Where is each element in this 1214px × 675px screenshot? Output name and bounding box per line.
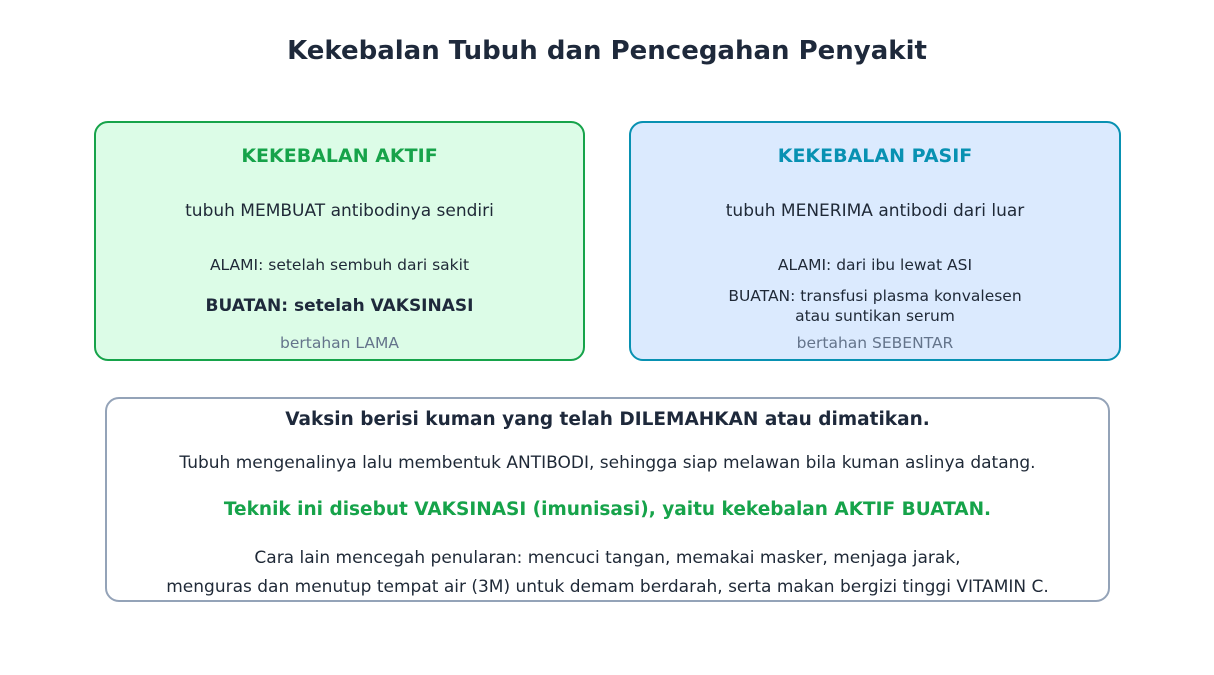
- active-immunity-description: tubuh MEMBUAT antibodinya sendiri: [185, 201, 494, 221]
- vaccine-info-line4: Cara lain mencegah penularan: mencuci tangan, memakai masker, menjaga jarak,: [254, 548, 961, 568]
- page-title: Kekebalan Tubuh dan Pencegahan Penyakit: [287, 36, 927, 66]
- passive-immunity-description: tubuh MENERIMA antibodi dari luar: [725, 201, 1025, 221]
- passive-artificial-text-line2: atau suntikan serum: [795, 307, 955, 325]
- active-natural-text: ALAMI: setelah sembuh dari sakit: [209, 256, 470, 274]
- passive-artificial-text-line1: BUATAN: transfusi plasma konvalesen: [728, 287, 1022, 305]
- active-duration-text: bertahan LAMA: [280, 334, 399, 352]
- passive-immunity-heading: KEKEBALAN PASIF: [777, 145, 973, 167]
- active-artificial-text: BUATAN: setelah VAKSINASI: [205, 296, 474, 316]
- active-immunity-heading: KEKEBALAN AKTIF: [241, 145, 438, 167]
- active-immunity-card: [94, 121, 585, 361]
- passive-duration-text: bertahan SEBENTAR: [796, 334, 954, 352]
- vaccine-info-line3: Teknik ini disebut VAKSINASI (imunisasi), yaitu kekebalan AKTIF BUATAN.: [223, 499, 992, 520]
- vaccine-info-line2: Tubuh mengenalinya lalu membentuk ANTIBODI, sehingga siap melawan bila kuman aslinya datang.: [179, 453, 1036, 473]
- passive-natural-text: ALAMI: dari ibu lewat ASI: [777, 256, 973, 274]
- passive-immunity-card: [629, 121, 1121, 361]
- vaccine-info-line5: menguras dan menutup tempat air (3M) untuk demam berdarah, serta makan bergizi tinggi VITAMIN C.: [166, 577, 1049, 597]
- vaccine-info-line1: Vaksin berisi kuman yang telah DILEMAHKAN atau dimatikan.: [285, 409, 930, 430]
- vaccine-info-card: [105, 397, 1110, 602]
